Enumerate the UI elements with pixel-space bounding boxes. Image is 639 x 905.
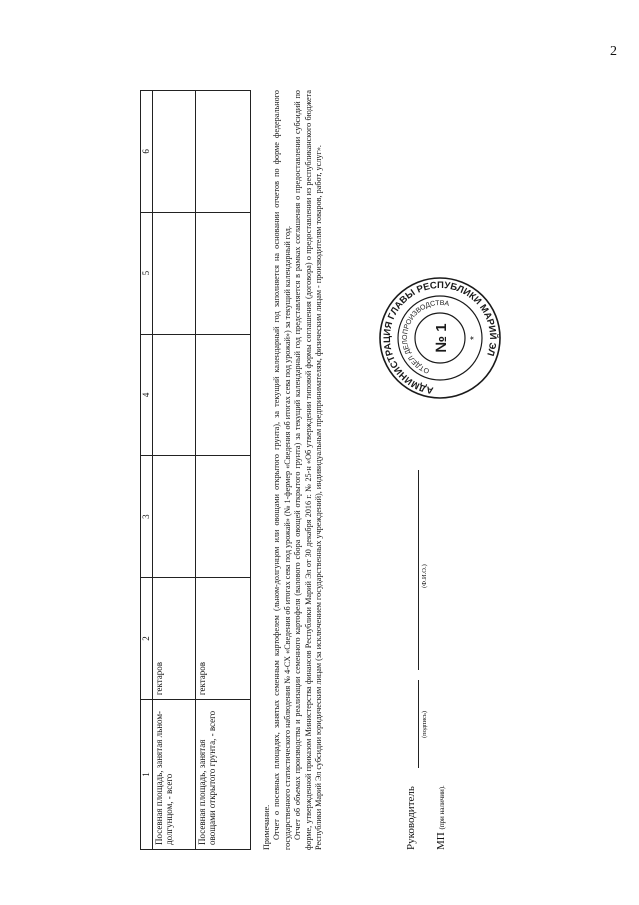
table-cell — [153, 456, 196, 578]
head-label: Руководитель — [405, 786, 417, 850]
table-cell — [196, 91, 251, 213]
table-cell — [196, 456, 251, 578]
table-row — [196, 91, 251, 850]
table-header-cell: 4 — [141, 334, 153, 456]
notes-paragraph: Отчет о посевных площадях, занятых семенным картофелем (льном-долгунцом или овощами открытого грунта), за текущий календарный год заполняется на основании отчетов по форме федерального государственного статистического наблюдения № 4-СХ «Сведения об итогах сева под урожай» (№ 1-фермер «Сведения об итогах сева под урожай») за текущий календарный год. — [272, 90, 292, 850]
table-header-cell: 2 — [141, 578, 153, 700]
name-caption: (Ф.И.О.) — [421, 564, 428, 588]
table-row — [153, 91, 196, 850]
table-cell — [196, 334, 251, 456]
table-header-cell: 3 — [141, 456, 153, 578]
page-number: 2 — [610, 44, 617, 59]
table-cell — [153, 91, 196, 213]
row-label: Посевная площадь, занятая овощами открытого грунта, - всего — [196, 700, 251, 850]
signature-caption: (подпись) — [421, 711, 428, 738]
seal-number: № 1 — [433, 323, 450, 353]
table-header-cell: 6 — [141, 91, 153, 213]
seal-inner-text: ОТДЕЛ ДЕЛОПРОИЗВОДСТВА — [401, 299, 450, 375]
table-header-row — [141, 91, 153, 850]
table-header-cell: 1 — [141, 700, 153, 850]
official-seal — [378, 276, 502, 400]
stamp-place-label: МП — [435, 832, 447, 850]
notes-title: Примечание. — [262, 804, 271, 850]
table-cell — [153, 334, 196, 456]
row-unit: гектаров — [196, 578, 251, 700]
seal-star-icon: * — [469, 336, 480, 340]
stamp-place — [435, 785, 447, 850]
table-header-cell: 5 — [141, 212, 153, 334]
table-cell — [153, 212, 196, 334]
data-table — [140, 90, 251, 850]
row-unit: гектаров — [153, 578, 196, 700]
seal-outer-text: АДМИНИСТРАЦИЯ ГЛАВЫ РЕСПУБЛИКИ МАРИЙ ЭЛ — [381, 279, 499, 396]
table-cell — [196, 212, 251, 334]
row-label: Посевная площадь, занятая льном-долгунцом, - всего — [153, 700, 196, 850]
notes-paragraph: Отчет об объемах производства и реализации семенного картофеля (валового сбора овощей открытого грунта) за текущий календарный год представляется в рамках соглашения о предоставлении субсидий по форме, утвержденной приказом Министерства финансов Республики Марий Эл от 30 декабря 2016 г. № 25-н «Об утверждении типовой формы соглашения (договора) о предоставлении из республиканского бюджета Республики Марий Эл субсидии юридическим лицам (за исключением государственных учреждений), индивидуальным предпринимателям, физическим лицам - производителям товаров, работ, услуг». — [293, 90, 324, 850]
signature-line — [418, 680, 419, 768]
stamp-place-note: (при наличии). — [438, 785, 446, 830]
notes-section — [262, 90, 324, 850]
name-line — [418, 470, 419, 670]
